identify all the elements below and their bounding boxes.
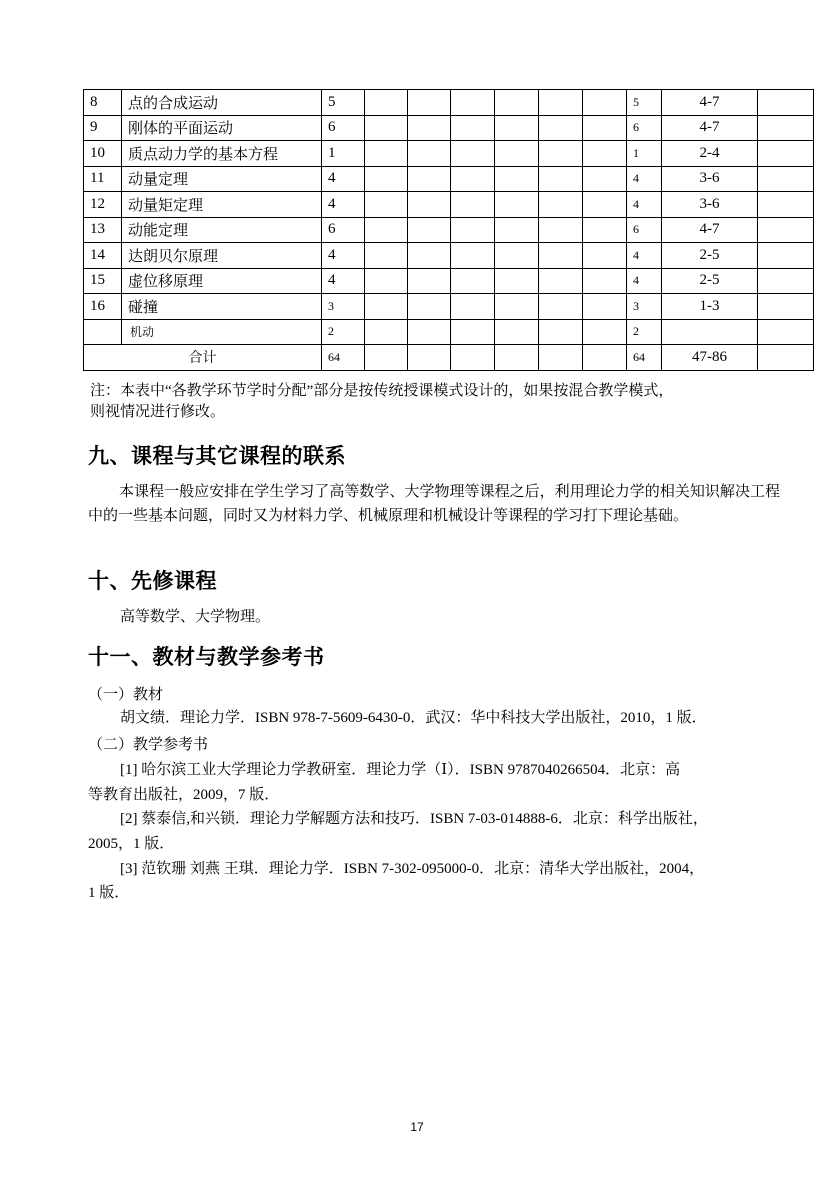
weeks-cell: 2-5 — [662, 268, 758, 294]
empty-hours-cell — [583, 243, 627, 269]
reference-2-line-1: [2] 蔡泰信,和兴锁．理论力学解题方法和技巧．ISBN 7-03-014888-6．北京：科学出版社， — [120, 811, 708, 827]
weeks-cell: 1-3 — [662, 294, 758, 320]
empty-hours-cell — [408, 243, 451, 269]
weeks-cell: 4-7 — [662, 217, 758, 243]
table-row — [84, 268, 814, 294]
empty-remark-cell — [758, 319, 814, 345]
empty-hours-cell — [408, 115, 451, 141]
lecture-hours-cell: 4 — [322, 166, 365, 192]
empty-hours-cell — [365, 319, 408, 345]
empty-hours-cell — [365, 294, 408, 320]
empty-hours-cell — [539, 268, 583, 294]
chapter-title-cell: 动能定理 — [122, 217, 322, 243]
table-note — [90, 381, 780, 423]
table-row — [84, 217, 814, 243]
chapter-title-cell: 虚位移原理 — [122, 268, 322, 294]
empty-hours-cell — [408, 319, 451, 345]
empty-hours-cell — [539, 217, 583, 243]
subtotal-hours-cell: 4 — [627, 243, 662, 269]
hours-table — [83, 89, 814, 371]
note-line-2: 则视情况进行修改。 — [90, 404, 226, 420]
empty-hours-cell — [583, 115, 627, 141]
reference-2-line-2: 2005，1 版． — [88, 836, 175, 852]
table-row — [84, 319, 814, 345]
subtotal-hours-cell: 4 — [627, 166, 662, 192]
section-10-heading: 十、先修课程 — [88, 569, 217, 593]
empty-hours-cell — [539, 319, 583, 345]
empty-hours-cell — [495, 268, 539, 294]
empty-remark-cell — [758, 141, 814, 167]
empty-remark-cell — [758, 294, 814, 320]
empty-remark-cell — [758, 192, 814, 218]
section-9-body: 本课程一般应安排在学生学习了高等数学、大学物理等课程之后，利用理论力学的相关知识解决工程中的一些基本问题，同时又为材料力学、机械原理和机械设计等课程的学习打下理论基础。 — [88, 484, 780, 524]
chapter-title-cell: 动量矩定理 — [122, 192, 322, 218]
section-10-body: 高等数学、大学物理。 — [120, 609, 271, 625]
empty-remark-cell — [758, 90, 814, 116]
table-row — [84, 294, 814, 320]
empty-hours-cell — [539, 166, 583, 192]
weeks-cell: 2-4 — [662, 141, 758, 167]
empty-remark-cell — [758, 268, 814, 294]
chapter-title-cell: 点的合成运动 — [122, 90, 322, 116]
empty-hours-cell — [365, 141, 408, 167]
empty-hours-cell — [451, 115, 495, 141]
empty-remark-cell — [758, 115, 814, 141]
subtotal-hours-cell: 1 — [627, 141, 662, 167]
empty-hours-cell — [539, 345, 583, 371]
empty-hours-cell — [539, 243, 583, 269]
empty-hours-cell — [583, 217, 627, 243]
chapter-title-cell: 动量定理 — [122, 166, 322, 192]
subtotal-hours-cell: 4 — [627, 268, 662, 294]
empty-hours-cell — [539, 90, 583, 116]
table-row — [84, 115, 814, 141]
empty-hours-cell — [365, 217, 408, 243]
empty-hours-cell — [408, 294, 451, 320]
lecture-hours-cell: 4 — [322, 268, 365, 294]
empty-hours-cell — [451, 268, 495, 294]
empty-hours-cell — [408, 192, 451, 218]
empty-hours-cell — [365, 90, 408, 116]
chapter-number-cell: 10 — [84, 141, 122, 167]
empty-hours-cell — [495, 115, 539, 141]
empty-hours-cell — [495, 319, 539, 345]
chapter-number-cell: 16 — [84, 294, 122, 320]
empty-hours-cell — [495, 141, 539, 167]
empty-hours-cell — [539, 192, 583, 218]
empty-hours-cell — [451, 319, 495, 345]
total-weeks-cell: 47-86 — [662, 345, 758, 371]
chapter-number-cell — [84, 319, 122, 345]
empty-remark-cell — [758, 345, 814, 371]
subtotal-hours-cell: 5 — [627, 90, 662, 116]
chapter-number-cell: 12 — [84, 192, 122, 218]
empty-hours-cell — [583, 166, 627, 192]
empty-hours-cell — [408, 217, 451, 243]
chapter-number-cell: 8 — [84, 90, 122, 116]
reference-1-line-2: 等教育出版社，2009，7 版． — [88, 787, 280, 803]
empty-hours-cell — [365, 243, 408, 269]
subtotal-hours-cell: 3 — [627, 294, 662, 320]
subtotal-hours-cell: 2 — [627, 319, 662, 345]
empty-hours-cell — [539, 141, 583, 167]
empty-hours-cell — [495, 345, 539, 371]
empty-hours-cell — [451, 345, 495, 371]
lecture-hours-cell: 4 — [322, 192, 365, 218]
page-number: 17 — [410, 1120, 424, 1134]
weeks-cell: 3-6 — [662, 192, 758, 218]
chapter-title-cell: 刚体的平面运动 — [122, 115, 322, 141]
lecture-hours-cell: 4 — [322, 243, 365, 269]
empty-hours-cell — [408, 345, 451, 371]
chapter-title-cell: 机动 — [122, 319, 322, 345]
empty-hours-cell — [583, 90, 627, 116]
note-line-1: 注：本表中“各教学环节学时分配”部分是按传统授课模式设计的，如果按混合教学模式， — [90, 383, 674, 399]
weeks-cell: 2-5 — [662, 243, 758, 269]
table-row — [84, 141, 814, 167]
lecture-hours-cell: 1 — [322, 141, 365, 167]
chapter-number-cell: 15 — [84, 268, 122, 294]
subtotal-hours-cell: 6 — [627, 217, 662, 243]
empty-remark-cell — [758, 166, 814, 192]
empty-hours-cell — [495, 166, 539, 192]
chapter-title-cell: 质点动力学的基本方程 — [122, 141, 322, 167]
empty-hours-cell — [451, 217, 495, 243]
empty-hours-cell — [365, 192, 408, 218]
empty-hours-cell — [583, 345, 627, 371]
chapter-number-cell: 9 — [84, 115, 122, 141]
empty-hours-cell — [583, 319, 627, 345]
empty-hours-cell — [408, 141, 451, 167]
table-row — [84, 90, 814, 116]
chapter-number-cell: 13 — [84, 217, 122, 243]
table-total-row — [84, 345, 814, 371]
textbook-subheading: （一）教材 — [88, 687, 164, 703]
subtotal-hours-cell: 4 — [627, 192, 662, 218]
empty-hours-cell — [365, 115, 408, 141]
reference-1-line-1: [1] 哈尔滨工业大学理论力学教研室．理论力学（Ⅰ）．ISBN 9787040266504．北京：高 — [120, 762, 681, 778]
empty-hours-cell — [365, 268, 408, 294]
empty-hours-cell — [408, 90, 451, 116]
empty-hours-cell — [495, 243, 539, 269]
weeks-cell — [662, 319, 758, 345]
empty-hours-cell — [408, 166, 451, 192]
empty-remark-cell — [758, 243, 814, 269]
empty-hours-cell — [583, 141, 627, 167]
empty-hours-cell — [451, 243, 495, 269]
chapter-number-cell: 11 — [84, 166, 122, 192]
textbook-entry: 胡文绩．理论力学．ISBN 978-7-5609-6430-0．武汉：华中科技大学出版社，2010，1 版． — [120, 710, 707, 726]
empty-hours-cell — [451, 294, 495, 320]
empty-hours-cell — [408, 268, 451, 294]
table-row — [84, 192, 814, 218]
empty-hours-cell — [583, 192, 627, 218]
empty-hours-cell — [539, 115, 583, 141]
table-row — [84, 166, 814, 192]
table-row — [84, 243, 814, 269]
empty-hours-cell — [365, 166, 408, 192]
lecture-hours-cell: 5 — [322, 90, 365, 116]
empty-hours-cell — [583, 268, 627, 294]
empty-hours-cell — [495, 90, 539, 116]
chapter-title-cell: 碰撞 — [122, 294, 322, 320]
lecture-hours-cell: 3 — [322, 294, 365, 320]
chapter-number-cell: 14 — [84, 243, 122, 269]
weeks-cell: 3-6 — [662, 166, 758, 192]
empty-hours-cell — [451, 192, 495, 218]
empty-hours-cell — [365, 345, 408, 371]
reference-subheading: （二）教学参考书 — [88, 737, 209, 753]
weeks-cell: 4-7 — [662, 115, 758, 141]
lecture-hours-cell: 2 — [322, 319, 365, 345]
reference-3-line-1: [3] 范钦珊 刘燕 王琪．理论力学．ISBN 7-302-095000-0．北京：清华大学出版社，2004， — [120, 861, 705, 877]
total-subtotal-cell: 64 — [627, 345, 662, 371]
section-11-heading: 十一、教材与教学参考书 — [88, 645, 325, 669]
empty-hours-cell — [451, 90, 495, 116]
section-9-heading: 九、课程与其它课程的联系 — [88, 444, 346, 468]
empty-remark-cell — [758, 217, 814, 243]
reference-3-line-2: 1 版． — [88, 885, 130, 901]
total-hours-cell: 64 — [322, 345, 365, 371]
weeks-cell: 4-7 — [662, 90, 758, 116]
subtotal-hours-cell: 6 — [627, 115, 662, 141]
chapter-title-cell: 达朗贝尔原理 — [122, 243, 322, 269]
lecture-hours-cell: 6 — [322, 115, 365, 141]
lecture-hours-cell: 6 — [322, 217, 365, 243]
empty-hours-cell — [495, 192, 539, 218]
empty-hours-cell — [451, 166, 495, 192]
empty-hours-cell — [451, 141, 495, 167]
empty-hours-cell — [583, 294, 627, 320]
empty-hours-cell — [539, 294, 583, 320]
total-label-cell: 合计 — [84, 345, 322, 371]
empty-hours-cell — [495, 217, 539, 243]
empty-hours-cell — [495, 294, 539, 320]
